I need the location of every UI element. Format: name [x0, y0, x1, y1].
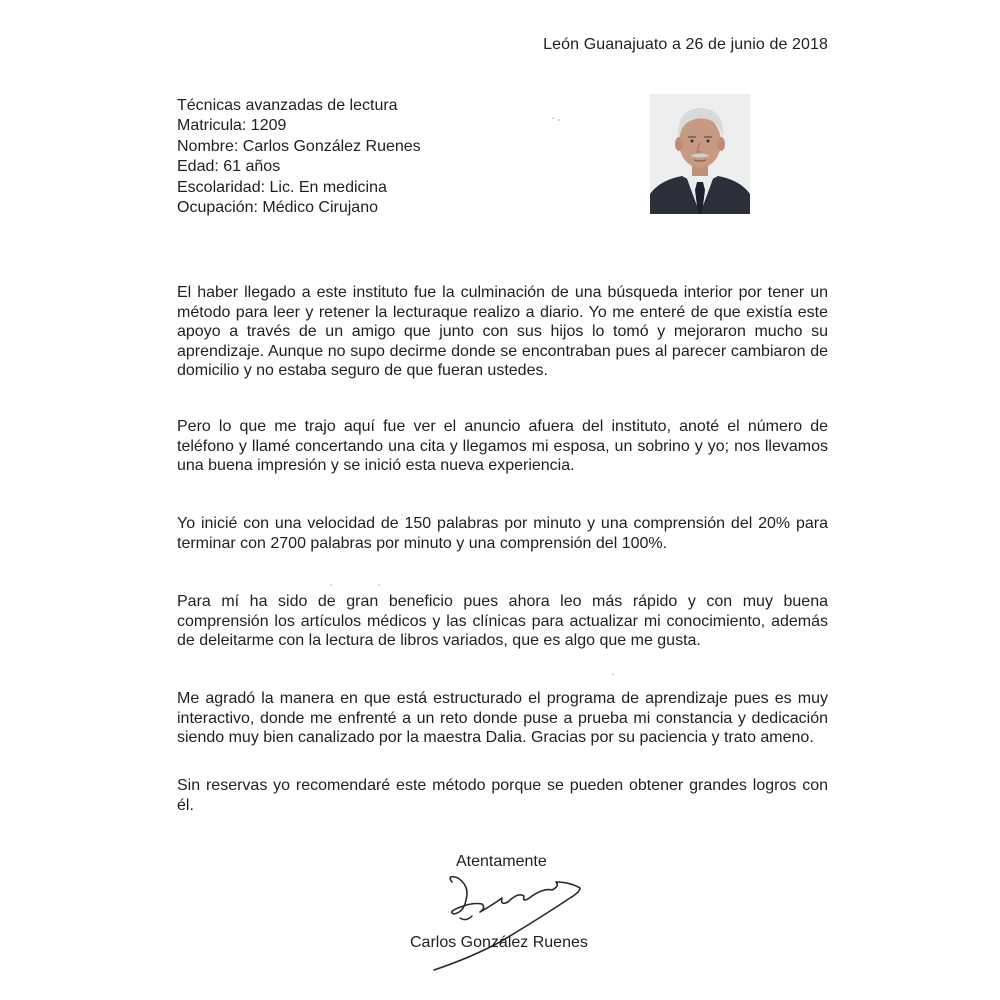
scan-speck — [378, 584, 380, 586]
student-name: Nombre: Carlos González Ruenes — [177, 137, 421, 155]
student-education: Escolaridad: Lic. En medicina — [177, 178, 387, 196]
body-paragraph-6: Sin reservas yo recomendaré este método porque se pueden obtener grandes logros con él. — [177, 777, 828, 814]
signer-name: Carlos González Ruenes — [410, 934, 588, 951]
course-title: Técnicas avanzadas de lectura — [177, 97, 398, 114]
enrollment-number: Matricula: 1209 — [177, 117, 287, 135]
body-paragraph-4: Para mí ha sido de gran beneficio pues ahora leo más rápido y con muy buena comprensión los artículos médicos y las clínicas para actualizar mi conocimiento, además de deleitarme con la lectura de libros variados, que es algo que me gusta. — [177, 593, 828, 649]
closing-salutation: Atentamente — [456, 853, 547, 870]
body-paragraph-1: El haber llegado a este instituto fue la culminación de una búsqueda interior por tener un método para leer y retener la lecturaque realizo a diario. Yo me enteré de que existía este apoyo a través de un amigo que junto con sus hijos lo tomó y mejoraron mucho su aprendizaje. Aunque no supo decirme donde se encontraban pues al parecer cambiaron de domicilio y no estaba seguro de que fueran ustedes. — [177, 284, 828, 379]
body-paragraph-2: Pero lo que me trajo aquí fue ver el anuncio afuera del instituto, anoté el número de teléfono y llamé concertando una cita y llegamos mi esposa, un sobrino y yo; nos llevamos una buena impresión y se inició esta nueva experiencia. — [177, 418, 828, 474]
scan-speck — [558, 119, 560, 121]
scan-speck — [612, 673, 614, 675]
body-paragraph-5: Me agradó la manera en que está estructurado el programa de aprendizaje pues es muy interactivo, donde me enfrenté a un reto donde puse a prueba mi constancia y dedicación siendo muy bien canalizado por la maestra Dalia. Gracias por su paciencia y trato ameno. — [177, 690, 828, 746]
letter-date: León Guanajuato a 26 de junio de 2018 — [543, 36, 828, 53]
handwritten-signature — [420, 852, 600, 982]
student-age: Edad: 61 años — [177, 158, 281, 176]
portrait-photo — [650, 94, 750, 214]
student-info-block — [177, 96, 421, 218]
scan-speck — [330, 584, 332, 586]
body-paragraph-3: Yo inicié con una velocidad de 150 palabras por minuto y una comprensión del 20% para terminar con 2700 palabras por minuto y una comprensión del 100%. — [177, 515, 828, 552]
scan-speck — [552, 117, 554, 119]
student-occupation: Ocupación: Médico Cirujano — [177, 199, 378, 217]
